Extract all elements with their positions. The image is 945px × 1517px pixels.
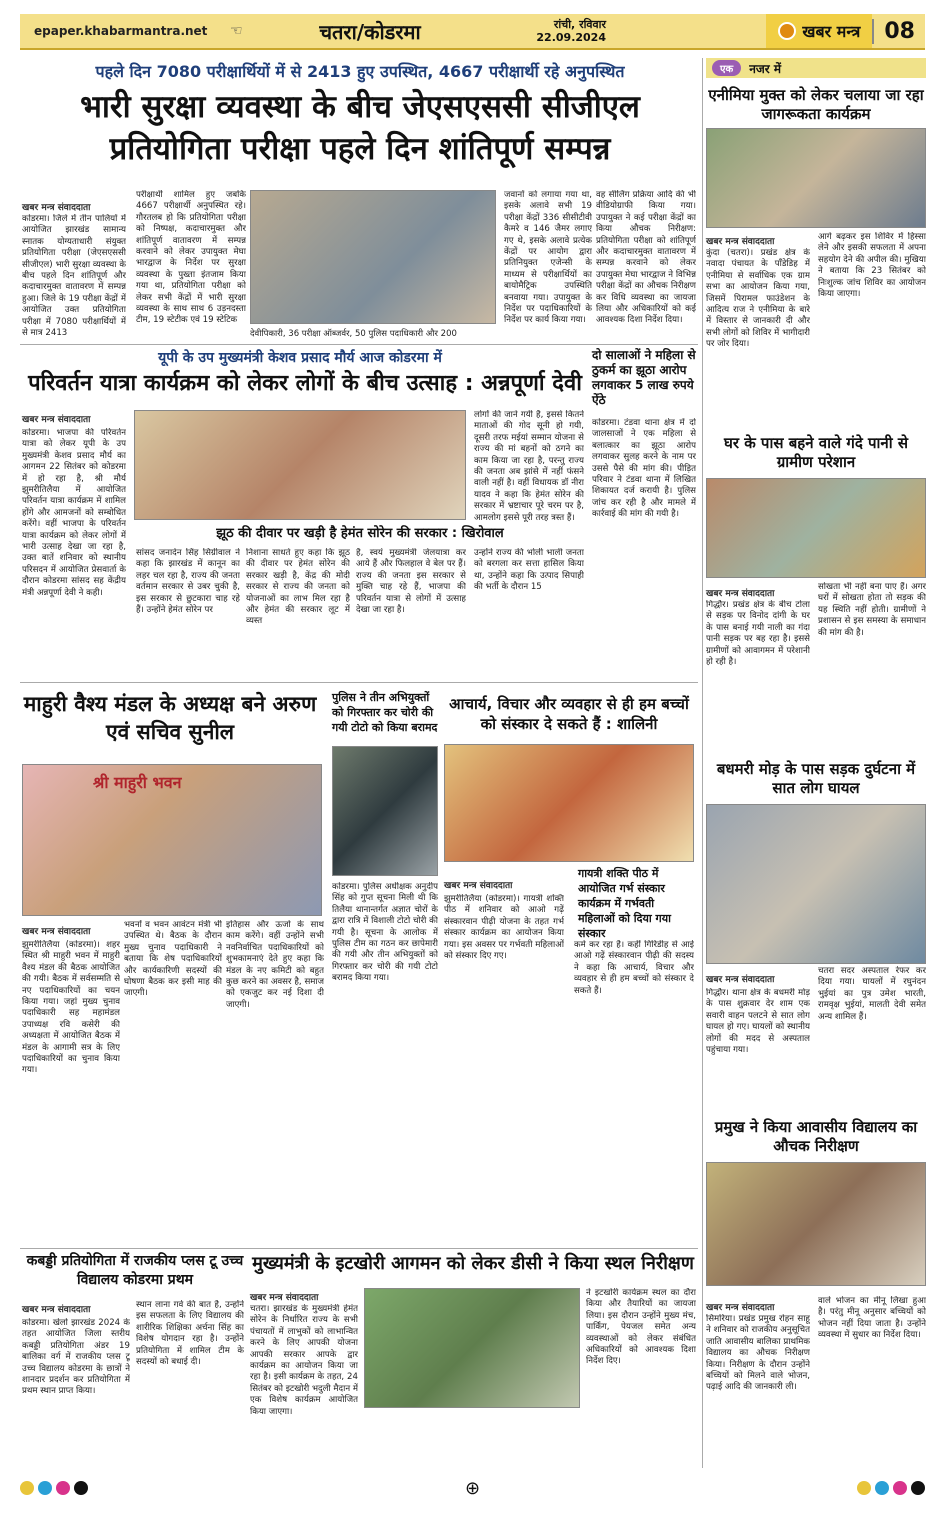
anemia-headline: एनीमिया मुक्त को लेकर चलाया जा रहा जागरूकता कार्यक्रम [708,86,924,123]
lead-col3: जवानों को लगाया गया था, इसके अलावे सभी 19 परीक्षा केंद्रों 336 सीसीटीवी कैमरे व 146 जैमर लगाए गए थे, इसके अलावे प्रत्येक केंद्रों पर आयोग द्वारा प्रतिनियुक्त एजेन्सी के माध्यम से परीक्षार्थियों का बायोमैट्रिक उपस्थिति बनवाया गया। उपायुक्त के निर्देश पर पदाधिकारियों के निर्देश पर कार्य किया गया। [504,190,592,326]
accident-col2: चतरा सदर अस्पताल रेफर कर दिया गया। घायलों में रघुनंदन भुईयां का पुत्र उमेश भारती, रामवृक्ष भुईयां, मालती देवी समेत अन्य शामिल हैं। [818,966,926,1022]
theft-text: कोडरमा। पुलिस अधीक्षक अनुदीप सिंह को गुप्त सूचना मिली थी कि तिलैया थानान्तर्गत अज्ञात चोरों के द्वारा रात्रि में विशाली टोटो चोरी की गयी है। सूचना के आलोक में पुलिस टीम का गठन कर छापेमारी की गयी और तीन अभियुक्तों को गिरफ्तार कर चोरी की गयी टोटो बरामद किया गया। [332,882,438,984]
kabaddi-col1: कोडरमा। खेलो झारखंड 2024 के तहत आयोजित जिला स्तरीय कबड्डी प्रतियोगिता अंडर 19 बालिका वर्ग में राजकीय प्लस टू उच्च विद्यालय कोडरमा के छात्रों ने शानदार प्रदर्शन कर प्रतियोगिता में प्रथम स्थान प्राप्त किया। [22,1318,130,1397]
lead-kicker: पहले दिन 7080 परीक्षार्थियों में से 2413 हुए उपस्थित, 4667 परीक्षार्थी रहे अनुपस्थित [95,62,625,81]
cm-photo [364,1288,580,1408]
parivartan-col5: है, स्वयं मुख्यमंत्री जेलयात्रा कर आये हैं और फिलहाल वे बेल पर हैं। राज्य की जनता इस सरकार से मुक्ति चाह रहे हैं, भाजपा की परिवर्तन यात्रा से लोगों में उत्साह देखा जा रहा है। [356,548,466,616]
parivartan-photo [134,410,466,520]
brand-name: खबर मन्त्र [802,22,861,41]
color-dot [857,1481,871,1495]
lead-col1: कोडरमा। जिले में तीन पालियों में आयोजित झारखंड सामान्य स्नातक योग्यताधारी संयुक्त प्रतियोगिता परीक्षा (जेएसएससी सीजीएल) भारी सुरक्षा व्यवस्था के बीच पहले दिन शांतिपूर्ण और कदाचारमुक्त वातावरण में सम्पन्न हुआ। जिले के 19 परीक्षा केंद्रों में आयोजित उक्त प्रतियोगिता परीक्षा में 7080 परीक्षार्थियों में से मात्र 2413 [22,214,126,339]
page-header [20,14,925,50]
parivartan-col4: निशाना साधते हुए कहा कि झूठ की दीवार पर हेमंत सोरेन की सरकार खड़ी है, केंद्र की मोदी सरकार से राज्य की जनता को योजनाओं का लाभ मिल रहा है और हेमंत की सरकार लूट में व्यस्त [246,548,350,627]
page-number: 08 [872,19,925,44]
kabaddi-headline: कबड्डी प्रतियोगिता में राजकीय प्लस टू उच्च विद्यालय कोडरमा प्रथम [26,1253,244,1288]
sanskar-sub: गायत्री शक्ति पीठ में आयोजित गर्भ संस्कार कार्यक्रम में गर्भवती महिलाओं को दिया गया संस्कार [578,867,671,940]
brand-logo-icon [778,22,796,40]
parivartan-sub: झूठ की दीवार पर खड़ी है हेमंत सोरेन की सरकार : खिरोवाल [216,526,504,541]
sanskar-col2: कर्म कर रहा है। कहीं गिरिडीह से आई आओ गढ़ें संस्कारवान पीढ़ी की सदस्य ने कहा कि आचार्य, विचार और व्यवहार से ही हम बच्चों को संस्कार दे सकते हैं। [574,940,694,996]
mahuri-byline: खबर मन्त्र संवाददाता [22,927,91,937]
accident-photo [706,804,926,964]
brand-block [766,14,872,48]
mahuri-col3: इतिहास और ऊर्जा के साथ काम करेंगे। वहीं उन्होंने सभी नवनिर्वाचित पदाधिकारियों को शुभकामनाएं देते हुए कहा कि मंडल के नए कमिटी को बहुत कुछ करने का अवसर है, समाज को एकजुट कर नई दिशा दी जाएगी। [226,920,324,1010]
lead-col2: परीक्षार्थी शामिल हुए जबकि 4667 परीक्षार्थी अनुपस्थित रहे। गौरतलब हो कि प्रतियोगिता परीक्षा को निष्पक्ष, कदाचारमुक्त और शांतिपूर्ण वातावरण में सम्पन्न करवाने को लेकर उपायुक्त मेघा भारद्वाज के निर्देश पर सुरक्षा व्यवस्था के पुख्ता इंतजाम किया गया था, प्रतियोगिता परीक्षा को लेकर सभी केंद्रों में भारी सुरक्षा व्यवस्था के साथ साथ 6 उड़नदस्ता टीम, 19 स्टेटीक एवं 19 स्टेटिक [136,190,246,326]
accident-byline: खबर मन्त्र संवाददाता [706,975,775,985]
sanskar-photo [444,744,694,862]
anemia-col2: आगे बढ़कर इस शिविर में हिस्सा लेने और इसकी सफलता में अपना सहयोग देने की अपील की। मुखिया ने बताया कि 23 सितंबर को निःशुल्क जांच शिविर का आयोजन किया जाएगा। [818,232,926,300]
parivartan-col1: कोडरमा। भाजपा की परिवर्तन यात्रा को लेकर यूपी के उप मुख्यमंत्री केशव प्रसाद मौर्य का आगमन 22 सितंबर को कोडरमा में हो रहा है, श्री मौर्य झुमरीतिलैया में आयोजित परिवर्तन यात्रा कार्यक्रम में शामिल होंगे और आमजनों को सम्बोधित करेंगे। वहीं भाजपा के परिवर्तन यात्रा कार्यक्रम को लेकर लोगों में भारी उत्साह देखा जा रहा है, उक्त बातें शनिवार को स्थानीय परिसदन में आयोजित प्रेसवार्ता के दौरान कोडरमा सांसद सह केंद्रीय मंत्री अन्नपूर्णा देवी ने कही। [22,428,126,598]
cm-col2: ने इटखोरी कार्यक्रम स्थल का दौरा किया और तैयारियों का जायजा लिया। इस दौरान उन्होंने मुख्य मंच, पार्किंग, पेयजल समेत अन्य व्यवस्थाओं को लेकर संबंधित अधिकारियों को आवश्यक दिशा निर्देश दिए। [586,1288,696,1367]
parivartan-byline: खबर मन्त्र संवाददाता [22,415,91,425]
section-title: चतरा/कोडरमा [319,19,421,44]
lead-caption: देवीपिकारी, 36 परीक्षा ऑब्जर्वर, 50 पुलिस पदाधिकारी और 200 [250,329,457,339]
school-headline: प्रमुख ने किया आवासीय विद्यालय का औचक निरीक्षण [714,1118,918,1155]
scam-text: कोडरमा। टंडवा थाना क्षेत्र में दो जालसाजों ने एक महिला से बलात्कार का झूठा आरोप लगवाकर सुलह करने के नाम पर उससे पैसे की मांग की। पीड़ित परिवार ने टंडवा थाना में लिखित शिकायत दर्ज करायी है। पुलिस जांच कर रही है और मामले में कार्रवाई की मांग की गयी है। [592,418,696,520]
school-photo [706,1162,926,1286]
school-col2: वाले भोजन का मीनू लिखा हुआ है। परंतु मीनू अनुसार बच्चियों को भोजन नहीं दिया जाता है। उन्होंने व्यवस्था में सुधार का निर्देश दिया। [818,1296,926,1341]
band-title: नजर में [749,61,782,76]
mahuri-col1: झुमरीतिलैया (कोडरमा)। शहर स्थित श्री माहुरी भवन में माहुरी वैश्य मंडल की बैठक आयोजित की गयी। बैठक में सर्वसम्मति से नए पदाधिकारियों का चयन किया गया। जहां मुख्य चुनाव पदाधिकारी सह महामंडल उपाध्यक्ष रवि कसेरी की अध्यक्षता में आयोजित बैठक में मंडल के आगामी सत्र के लिए पदाधिकारियों का चुनाव किया गया। [22,940,120,1076]
header-date-block [470,18,620,44]
lead-col4: वह सीलिंग प्रक्रिया आदि की भी वीडियोग्राफी किया गया। उपायुक्त ने कई परीक्षा केंद्रों का किया औचक निरीक्षण: प्रतियोगिता परीक्षा को शांतिपूर्ण और कदाचारमुक्त वातावरण में सम्पन्न करवाने को लेकर उपायुक्त मेघा भारद्वाज ने विभिन्न परीक्षा केंद्रों का औचक निरीक्षण कर विधि व्यवस्था का जायजा लिया और अधिकारियों को कई आवश्यक दिशा निर्देश दिया। [596,190,696,326]
color-dot [911,1481,925,1495]
cm-headline: मुख्यमंत्री के इटखोरी आगमन को लेकर डीसी ने किया स्थल निरीक्षण [252,1253,694,1274]
anemia-byline: खबर मन्त्र संवाददाता [706,237,775,247]
color-dot [38,1481,52,1495]
color-dot [893,1481,907,1495]
anemia-photo [706,128,926,228]
anemia-col1: कुंदा (चतरा)। प्रखंड क्षेत्र के नवादा पंचायत के पाँडेडिह में एनीमिया से सर्वाधिक एक ग्राम सभा का आयोजन किया गया, जिसमें पिरामल फाउंडेशन के आदित्य राज ने एनीमिया के बारे में विस्तार से जानकारी दी और सभी लोगों को शिविर में भागीदारी पर जोर दिया। [706,248,810,350]
header-url[interactable]: epaper.khabarmantra.net [34,24,208,38]
color-dot [56,1481,70,1495]
color-dot [875,1481,889,1495]
drain-photo [706,478,926,578]
header-city-day: रांची, रविवार [553,18,606,31]
band-tag: एक [712,60,741,76]
divider [20,344,698,345]
parivartan-col6: उन्होंने राज्य की भोली भाली जनता को बरगला कर सत्ता हासिल किया था, उन्होंने कहा कि उत्पाद सिपाही की भर्ती के दौरान 15 [474,548,584,593]
cursor-icon: ☜ [230,23,243,39]
dot-group-right [857,1481,925,1495]
cm-byline: खबर मन्त्र संवाददाता [250,1293,319,1303]
parivartan-col2: लोगों की जाने गयी है, इससे कितने माताओं की गोद सूनी हो गयी, दूसरी तरफ मईयां सम्मान योजना से राज्य की मां बहनों को ठगने का काम किया जा रहा है, परन्तु राज्य की जनता अब झांसे में नहीं फंसने वाली नहीं है। वहीं विधायक डॉ नीरा यादव ने कहा कि हेमंत सोरेन की सरकार में भ्रष्टाचार पूरे चरम पर है, आमलोग इससे पूरी तरह त्रस्त हैं। [474,410,584,522]
lead-byline: खबर मन्त्र संवाददाता [22,203,91,213]
accident-col1: गिद्धौर। थाना क्षेत्र के बधमरी मोड़ के पास शुक्रवार देर शाम एक सवारी वाहन पलटने से सात लोग घायल हो गए। घायलों को स्थानीय लोगों की मदद से अस्पताल पहुंचाया गया। [706,988,810,1056]
drain-headline: घर के पास बहने वाले गंदे पानी से ग्रामीण परेशान [723,434,909,471]
kabaddi-col2: स्थान लाना गर्व की बात है, उन्होंने इस सफलता के लिए विद्यालय की शारीरिक शिक्षिका अर्चना सिंह का विशेष योगदान रहा है। उन्होंने प्रतियोगिता में शामिल टीम के सदस्यों को बधाई दी। [136,1300,244,1368]
footer-registration-marks [20,1478,925,1498]
lead-headline: भारी सुरक्षा व्यवस्था के बीच जेएसएससी सीजीएल प्रतियोगिता परीक्षा पहले दिन शांतिपूर्ण सम्पन्न [80,89,640,167]
color-dot [74,1481,88,1495]
dot-group-left [20,1481,88,1495]
mahuri-headline: माहुरी वैश्य मंडल के अध्यक्ष बने अरुण एवं सचिव सुनील [23,692,317,744]
sanskar-headline: आचार्य, विचार और व्यवहार से ही हम बच्चों को संस्कार दे सकते हैं : शालिनी [449,695,689,733]
theft-photo [332,746,438,876]
parivartan-kicker: यूपी के उप मुख्यमंत्री केशव प्रसाद मौर्य आज कोडरमा में [158,350,442,366]
sanskar-byline: खबर मन्त्र संवाददाता [444,881,513,891]
school-byline: खबर मन्त्र संवाददाता [706,1303,775,1313]
divider [702,58,703,1468]
mahuri-photo [22,764,322,916]
parivartan-headline: परिवर्तन यात्रा कार्यक्रम को लेकर लोगों के बीच उत्साह : अन्नपूर्णा देवी [28,371,582,396]
header-date: 22.09.2024 [536,31,606,44]
mahuri-photo-label: श्री माहुरी भवन [93,773,182,792]
cm-col1: चतरा। झारखंड के मुख्यमंत्री हेमंत सोरेन के निर्धारित राज्य के सभी पंचायतों में लाभुकों को लाभान्वित करने के लिए आपकी योजना आपकी सरकार आपके द्वार कार्यक्रम का आयोजन किया जा रहा है। इसी कार्यक्रम के तहत, 24 सितंबर को इटखोरी भदुली मैदान में एक विशेष कार्यक्रम आयोजित किया जाएगा। [250,1304,358,1417]
drain-col2: सोखता भी नहीं बना पाए हैं। अगर घरों में सोखता होता तो सड़क की यह स्थिति नहीं होती। ग्रामीणों ने प्रशासन से इस समस्या के समाधान की मांग की है। [818,582,926,638]
parivartan-col3: सांसद जनार्दन सिंह सिग्रीवाल ने कहा कि झारखंड में कानून का लहर चल रहा है, राज्य की जनता वर्तमान सरकार से उबर चुकी है, इस सरकार से छुटकारा चाह रहे हैं। उन्होंने हेमंत सोरेन पर [136,548,240,616]
accident-headline: बधमरी मोड़ के पास सड़क दुर्घटना में सात लोग घायल [716,760,916,797]
drain-byline: खबर मन्त्र संवाददाता [706,589,775,599]
ek-nazar-band [706,58,926,78]
mahuri-col2: भवनों व भवन आवंटन मंत्री भी उपस्थित थे। बैठक के दौरान मुख्य चुनाव पदाधिकारी ने बताया कि शेष पदाधिकारियों और कार्यकारिणी सदस्यों की घोषणा बैठक कर इसी माह की जाएगी। [124,920,222,999]
school-col1: सिमरिया। प्रखंड प्रमुख रोहन साहू ने शनिवार को राजकीय अनुसूचित जाति आवासीय बालिका प्राथमिक विद्यालय का औचक निरीक्षण किया। निरीक्षण के दौरान उन्होंने बच्चियों को मिलने वाले भोजन, पढ़ाई आदि की जानकारी ली। [706,1314,810,1393]
kabaddi-byline: खबर मन्त्र संवाददाता [22,1305,91,1315]
lead-photo [250,190,496,324]
theft-headline: पुलिस ने तीन अभियुक्तों को गिरफ्तार कर चोरी की गयी टोटो को किया बरामद [332,691,438,734]
crosshair-icon: ⊕ [464,1477,481,1499]
sanskar-col1: झुमरीतिलैया (कोडरमा)। गायत्री शक्ति पीठ में शनिवार को आओ गढ़ें संस्कारवान पीढ़ी योजना के तहत गर्भ संस्कार कार्यक्रम का आयोजन किया गया। इस अवसर पर गर्भवती महिलाओं को संस्कार दिए गए। [444,894,564,962]
drain-col1: गिद्धौर। प्रखंड क्षेत्र के बीच टोला से सड़क पर विनोद दांगी के घर के पास बनाई गयी नाली का गंदा पानी सड़क पर बह रहा है। इससे ग्रामीणों को आवागमन में परेशानी हो रही है। [706,600,810,668]
color-dot [20,1481,34,1495]
divider [20,1248,698,1249]
divider [20,682,698,683]
scam-headline: दो सालाओं ने महिला से ठुकर्म का झूठा आरोप लगवाकर 5 लाख रुपये ऐंठे [592,348,696,407]
